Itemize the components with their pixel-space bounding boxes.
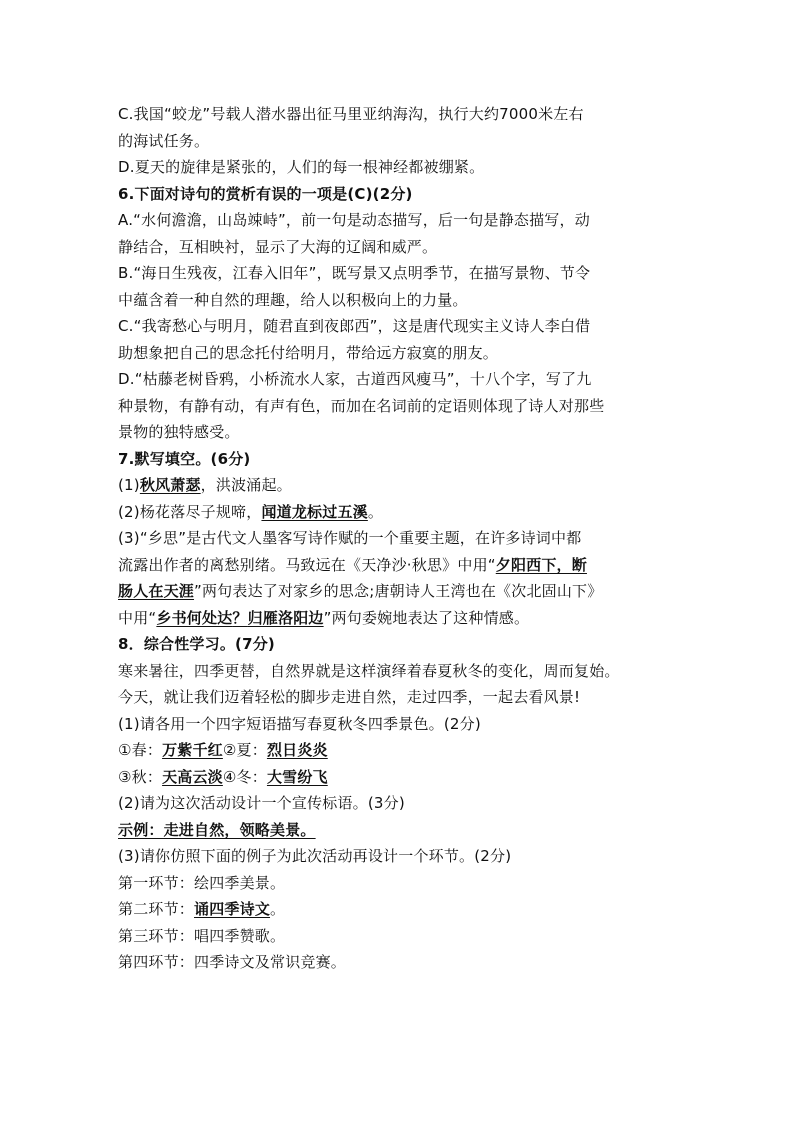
answer-text: 示例：走进自然，领略美景。 bbox=[118, 820, 316, 839]
summer-label: ②夏： bbox=[222, 741, 267, 759]
text-line: 今天，就让我们迈着轻松的脚步走进自然，走过四季，一起去看风景! bbox=[118, 688, 581, 706]
winter-answer: 大雪纷飞 bbox=[266, 767, 328, 786]
answer-text: 夕阳西下，断 bbox=[495, 555, 587, 574]
answer-text: 诵四季诗文 bbox=[194, 900, 271, 918]
answer-text: 闻道龙标过五溪 bbox=[261, 502, 368, 521]
item-suffix: 。 bbox=[367, 502, 384, 521]
text-line bbox=[118, 605, 678, 632]
text-span: 流露出作者的离愁别绪。马致远在《天净沙·秋思》中用“ bbox=[118, 555, 496, 574]
text-line: D.夏天的旋律是紧张的，人们的每一根神经都被绷紧。 bbox=[118, 158, 485, 176]
answer-text: 归雁洛阳边 bbox=[247, 608, 324, 627]
answer-text: ？ bbox=[232, 608, 248, 627]
step-3: 第三环节：唱四季赞歌。 bbox=[118, 926, 286, 945]
text-line: 景物的独特感受。 bbox=[118, 423, 240, 441]
text-span: ”两句委婉地表达了这种情感。 bbox=[323, 608, 530, 627]
step-4: 第四环节：四季诗文及常识竞赛。 bbox=[118, 953, 347, 971]
text-line bbox=[118, 552, 678, 579]
item-suffix: ，洪波涌起。 bbox=[200, 476, 292, 494]
question-8-heading: 8．综合性学习。(7分) bbox=[118, 635, 275, 653]
text-line: 的海试任务。 bbox=[118, 131, 210, 150]
spring-label: ①春： bbox=[118, 741, 163, 759]
slogan-answer bbox=[118, 817, 678, 844]
text-line bbox=[118, 578, 678, 605]
option-c: C.“我寄愁心与明月，随君直到夜郎西”，这是唐代现实主义诗人李白借 bbox=[118, 317, 591, 335]
question-8-2: (2)请为这次活动设计一个宣传标语。(3分) bbox=[118, 794, 405, 812]
text-span: ”两句表达了对家乡的思念;唐朝诗人王湾也在《次北固山下》 bbox=[194, 582, 603, 600]
text-line: 种景物，有静有动，有声有色，而加在名词前的定语则体现了诗人对那些 bbox=[118, 396, 605, 415]
text-line: 中蕴含着一种自然的理趣，给人以积极向上的力量。 bbox=[118, 290, 468, 309]
item-suffix: 。 bbox=[270, 900, 286, 918]
summer-answer: 烈日炎炎 bbox=[266, 741, 328, 759]
text-line: 静结合，互相映衬，显示了大海的辽阔和威严。 bbox=[118, 237, 438, 256]
option-d: D.“枯藤老树昏鸦，小桥流水人家，古道西风瘦马”，十八个字，写了九 bbox=[118, 370, 592, 388]
winter-label: ④冬： bbox=[222, 767, 267, 786]
spring-answer: 万紫千红 bbox=[162, 741, 223, 759]
answer-text: 乡书何处达 bbox=[156, 608, 233, 627]
season-answers-row-1 bbox=[118, 737, 678, 764]
option-a: A.“水何澹澹，山岛竦峙”，前一句是动态描写，后一句是静态描写，动 bbox=[118, 211, 590, 229]
text-line: 助想象把自己的思念托付给明月，带给远方寂寞的朋友。 bbox=[118, 343, 499, 362]
question-7-1 bbox=[118, 472, 678, 499]
step-label: 第二环节： bbox=[118, 900, 195, 918]
document-page bbox=[118, 101, 678, 976]
question-8-3: (3)请你仿照下面的例子为此次活动再设计一个环节。(2分) bbox=[118, 847, 512, 865]
question-7-3: (3)“乡思”是古代文人墨客写诗作赋的一个重要主题，在许多诗词中都 bbox=[118, 529, 582, 547]
question-7-2 bbox=[118, 499, 678, 526]
autumn-answer: 天高云淡 bbox=[162, 767, 223, 786]
step-1: 第一环节：绘四季美景。 bbox=[118, 873, 286, 892]
question-8-1: (1)请各用一个四字短语描写春夏秋冬四季景色。(2分) bbox=[118, 714, 481, 733]
autumn-label: ③秋： bbox=[118, 767, 163, 786]
text-line: 寒来暑往，四季更替，自然界就是这样演绎着春夏秋冬的变化，周而复始。 bbox=[118, 661, 620, 680]
item-prefix: (1) bbox=[118, 476, 140, 494]
answer-text: 肠人在天涯 bbox=[118, 582, 195, 600]
text-line: C.我国“蛟龙”号载人潜水器出征马里亚纳海沟，执行大约7000米左右 bbox=[118, 105, 584, 123]
step-2 bbox=[118, 896, 678, 923]
item-prefix: (2)杨花落尽子规啼， bbox=[118, 502, 262, 521]
season-answers-row-2 bbox=[118, 764, 678, 791]
question-7-heading: 7.默写填空。(6分) bbox=[118, 449, 251, 468]
question-6-heading: 6.下面对诗句的赏析有误的一项是(C)(2分) bbox=[118, 184, 413, 203]
text-span: 中用“ bbox=[118, 608, 157, 627]
answer-text: 秋风萧瑟 bbox=[139, 476, 201, 494]
option-b: B.“海日生残夜，江春入旧年”，既写景又点明季节，在描写景物、节令 bbox=[118, 264, 591, 282]
